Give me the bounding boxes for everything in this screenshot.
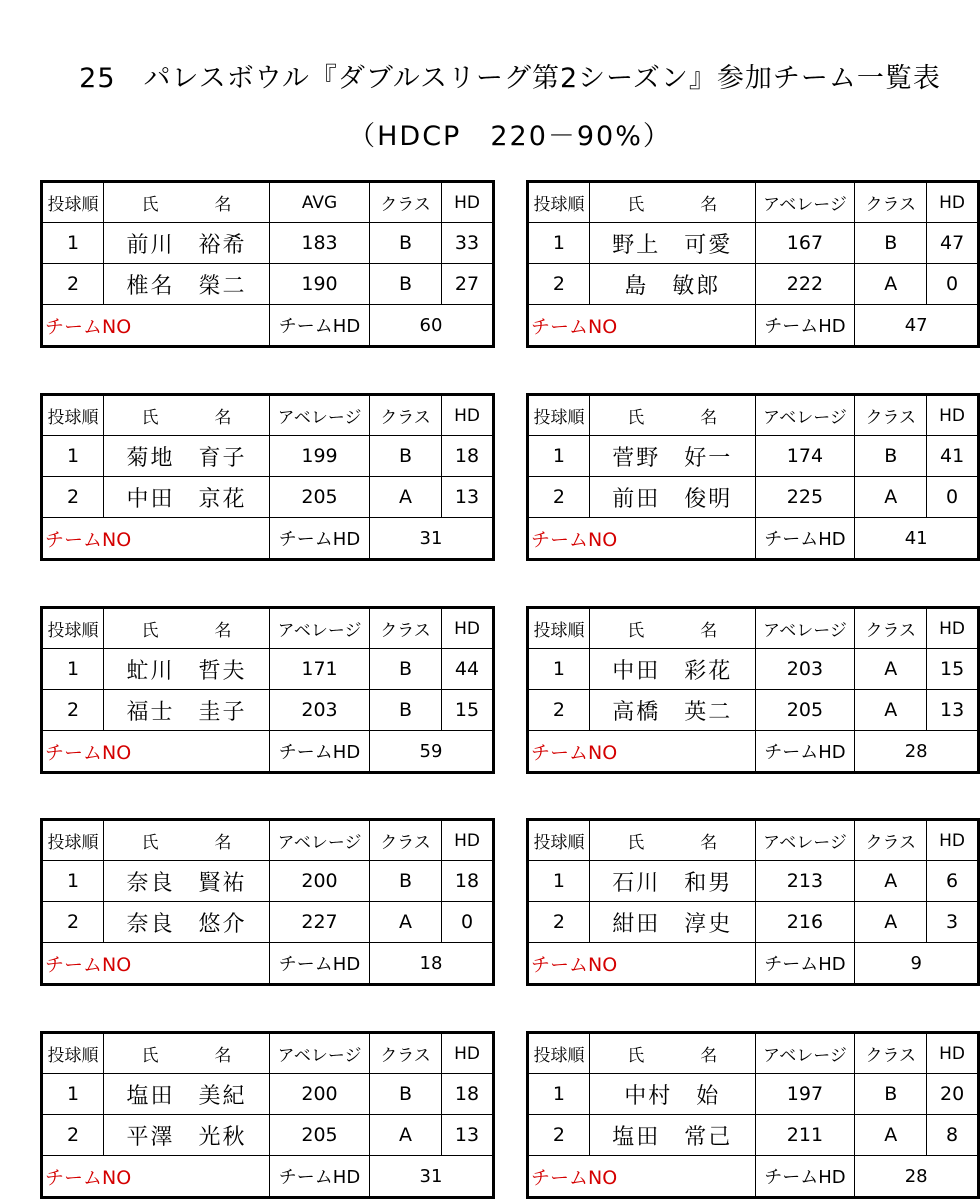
player-hd: 18 xyxy=(442,436,494,477)
player-row xyxy=(42,264,494,305)
name-header-family: 氏 xyxy=(141,408,159,428)
team-hd-label: チームHD xyxy=(270,1156,370,1198)
player-hd: 41 xyxy=(927,436,979,477)
player-hd: 33 xyxy=(442,223,494,264)
avg-header: アベレージ xyxy=(755,820,855,861)
player-name: 福士 圭子 xyxy=(104,690,270,731)
player-average: 222 xyxy=(755,264,855,305)
player-class: A xyxy=(370,1115,442,1156)
name-header xyxy=(589,820,755,861)
order-header: 投球順 xyxy=(42,608,104,649)
player-row xyxy=(528,436,979,477)
name-header xyxy=(589,395,755,436)
header-row xyxy=(42,395,494,436)
player-hd: 13 xyxy=(927,690,979,731)
player-row xyxy=(528,1115,979,1156)
player-hd: 0 xyxy=(927,264,979,305)
order-header: 投球順 xyxy=(528,395,590,436)
class-header: クラス xyxy=(370,1033,442,1074)
player-hd: 13 xyxy=(442,1115,494,1156)
player-row xyxy=(42,436,494,477)
name-header-given: 名 xyxy=(214,195,232,215)
player-row xyxy=(42,690,494,731)
team-hd-value: 28 xyxy=(855,1156,979,1198)
hd-header: HD xyxy=(927,395,979,436)
player-class: B xyxy=(370,223,442,264)
team-no-label: チームNO xyxy=(42,1156,270,1198)
name-header-family: 氏 xyxy=(627,408,645,428)
player-row xyxy=(528,477,979,518)
header-row xyxy=(528,1033,979,1074)
order-header: 投球順 xyxy=(528,1033,590,1074)
player-average: 227 xyxy=(270,902,370,943)
player-hd: 3 xyxy=(927,902,979,943)
name-header-family: 氏 xyxy=(141,1046,159,1066)
player-order: 1 xyxy=(528,861,590,902)
player-order: 2 xyxy=(42,264,104,305)
name-header xyxy=(104,395,270,436)
page-title: 25 パレスボウル『ダブルスリーグ第2シーズン』参加チーム一覧表 xyxy=(79,63,941,94)
name-header xyxy=(104,820,270,861)
player-class: A xyxy=(370,477,442,518)
name-header xyxy=(589,1033,755,1074)
player-class: A xyxy=(855,477,927,518)
player-class: B xyxy=(855,223,927,264)
player-hd: 0 xyxy=(442,902,494,943)
name-header-given: 名 xyxy=(700,621,718,641)
hd-header: HD xyxy=(442,608,494,649)
team-hd-label: チームHD xyxy=(270,305,370,347)
name-header-given: 名 xyxy=(214,1046,232,1066)
team-hd-label: チームHD xyxy=(270,731,370,773)
player-order: 2 xyxy=(42,902,104,943)
name-header xyxy=(589,182,755,223)
player-row xyxy=(42,861,494,902)
order-header: 投球順 xyxy=(528,608,590,649)
player-row xyxy=(528,861,979,902)
player-row xyxy=(42,223,494,264)
player-name: 塩田 常己 xyxy=(589,1115,755,1156)
player-row xyxy=(42,902,494,943)
player-average: 190 xyxy=(270,264,370,305)
team-no-label: チームNO xyxy=(42,305,270,347)
team-footer-row xyxy=(42,943,494,985)
player-row xyxy=(528,223,979,264)
player-class: A xyxy=(855,861,927,902)
player-order: 2 xyxy=(528,690,590,731)
player-name: 野上 可愛 xyxy=(589,223,755,264)
avg-header: アベレージ xyxy=(270,395,370,436)
player-order: 1 xyxy=(42,861,104,902)
team-table xyxy=(40,1031,495,1199)
name-header-given: 名 xyxy=(700,195,718,215)
avg-header: アベレージ xyxy=(270,608,370,649)
player-name: 菅野 好一 xyxy=(589,436,755,477)
name-header-family: 氏 xyxy=(141,833,159,853)
class-header: クラス xyxy=(855,1033,927,1074)
team-hd-value: 41 xyxy=(855,518,979,560)
player-hd: 6 xyxy=(927,861,979,902)
team-hd-value: 60 xyxy=(370,305,494,347)
player-class: A xyxy=(855,902,927,943)
player-class: A xyxy=(855,1115,927,1156)
name-header-given: 名 xyxy=(214,833,232,853)
player-average: 171 xyxy=(270,649,370,690)
team-no-label: チームNO xyxy=(528,731,756,773)
player-name: 石川 和男 xyxy=(589,861,755,902)
team-table xyxy=(40,818,495,986)
player-name: 椎名 榮二 xyxy=(104,264,270,305)
header-row xyxy=(42,820,494,861)
player-order: 1 xyxy=(42,1074,104,1115)
player-name: 奈良 賢祐 xyxy=(104,861,270,902)
player-order: 2 xyxy=(42,690,104,731)
player-order: 2 xyxy=(528,902,590,943)
team-hd-label: チームHD xyxy=(755,731,855,773)
team-no-label: チームNO xyxy=(528,943,756,985)
player-class: B xyxy=(370,264,442,305)
header-row xyxy=(42,182,494,223)
player-average: 200 xyxy=(270,1074,370,1115)
hd-header: HD xyxy=(927,1033,979,1074)
team-hd-label: チームHD xyxy=(755,518,855,560)
player-order: 2 xyxy=(528,264,590,305)
team-table xyxy=(526,180,980,348)
player-average: 205 xyxy=(270,1115,370,1156)
team-table xyxy=(526,818,980,986)
avg-header: アベレージ xyxy=(755,608,855,649)
team-hd-label: チームHD xyxy=(270,518,370,560)
name-header xyxy=(104,182,270,223)
order-header: 投球順 xyxy=(528,182,590,223)
player-class: A xyxy=(370,902,442,943)
player-class: A xyxy=(855,264,927,305)
header-row xyxy=(528,395,979,436)
player-name: 紺田 淳史 xyxy=(589,902,755,943)
name-header-given: 名 xyxy=(700,408,718,428)
team-footer-row xyxy=(42,1156,494,1198)
team-table xyxy=(40,606,495,774)
player-class: B xyxy=(855,436,927,477)
header-row xyxy=(528,182,979,223)
hd-header: HD xyxy=(442,182,494,223)
class-header: クラス xyxy=(855,182,927,223)
hd-header: HD xyxy=(927,820,979,861)
player-average: 216 xyxy=(755,902,855,943)
team-table xyxy=(526,1031,980,1199)
player-name: 菊地 育子 xyxy=(104,436,270,477)
player-order: 2 xyxy=(528,477,590,518)
order-header: 投球順 xyxy=(42,182,104,223)
team-no-label: チームNO xyxy=(528,518,756,560)
team-hd-label: チームHD xyxy=(755,1156,855,1198)
player-name: 中田 京花 xyxy=(104,477,270,518)
class-header: クラス xyxy=(370,182,442,223)
player-average: 225 xyxy=(755,477,855,518)
player-average: 203 xyxy=(270,690,370,731)
player-name: 島 敏郎 xyxy=(589,264,755,305)
team-footer-row xyxy=(528,305,979,347)
name-header-given: 名 xyxy=(700,833,718,853)
name-header-given: 名 xyxy=(214,621,232,641)
player-hd: 18 xyxy=(442,861,494,902)
header-row xyxy=(528,608,979,649)
player-order: 1 xyxy=(42,436,104,477)
player-name: 前川 裕希 xyxy=(104,223,270,264)
player-order: 1 xyxy=(528,649,590,690)
class-header: クラス xyxy=(370,395,442,436)
player-hd: 20 xyxy=(927,1074,979,1115)
player-name: 虻川 哲夫 xyxy=(104,649,270,690)
team-footer-row xyxy=(528,943,979,985)
name-header-family: 氏 xyxy=(627,621,645,641)
class-header: クラス xyxy=(855,608,927,649)
avg-header: アベレージ xyxy=(755,182,855,223)
name-header-given: 名 xyxy=(214,408,232,428)
class-header: クラス xyxy=(855,395,927,436)
team-footer-row xyxy=(42,731,494,773)
player-average: 199 xyxy=(270,436,370,477)
name-header-given: 名 xyxy=(700,1046,718,1066)
player-hd: 8 xyxy=(927,1115,979,1156)
order-header: 投球順 xyxy=(42,1033,104,1074)
player-hd: 13 xyxy=(442,477,494,518)
team-hd-value: 47 xyxy=(855,305,979,347)
team-hd-value: 9 xyxy=(855,943,979,985)
team-hd-value: 18 xyxy=(370,943,494,985)
avg-header: アベレージ xyxy=(755,395,855,436)
player-name: 前田 俊明 xyxy=(589,477,755,518)
class-header: クラス xyxy=(370,820,442,861)
player-hd: 27 xyxy=(442,264,494,305)
team-footer-row xyxy=(528,731,979,773)
player-average: 200 xyxy=(270,861,370,902)
team-table xyxy=(40,393,495,561)
player-row xyxy=(42,1074,494,1115)
player-average: 174 xyxy=(755,436,855,477)
team-hd-value: 31 xyxy=(370,1156,494,1198)
order-header: 投球順 xyxy=(42,395,104,436)
player-order: 1 xyxy=(528,223,590,264)
player-hd: 15 xyxy=(927,649,979,690)
team-table xyxy=(40,180,495,348)
player-order: 1 xyxy=(528,436,590,477)
hd-header: HD xyxy=(927,608,979,649)
name-header xyxy=(589,608,755,649)
team-hd-value: 59 xyxy=(370,731,494,773)
team-footer-row xyxy=(528,518,979,560)
class-header: クラス xyxy=(855,820,927,861)
hd-header: HD xyxy=(442,395,494,436)
player-average: 197 xyxy=(755,1074,855,1115)
team-no-label: チームNO xyxy=(42,518,270,560)
player-row xyxy=(42,477,494,518)
player-class: B xyxy=(370,861,442,902)
order-header: 投球順 xyxy=(528,820,590,861)
player-order: 2 xyxy=(42,477,104,518)
player-class: B xyxy=(370,649,442,690)
team-footer-row xyxy=(42,518,494,560)
player-average: 205 xyxy=(270,477,370,518)
avg-header: アベレージ xyxy=(270,1033,370,1074)
name-header-family: 氏 xyxy=(627,1046,645,1066)
player-order: 1 xyxy=(42,649,104,690)
player-name: 平澤 光秋 xyxy=(104,1115,270,1156)
order-header: 投球順 xyxy=(42,820,104,861)
player-hd: 0 xyxy=(927,477,979,518)
team-no-label: チームNO xyxy=(528,305,756,347)
player-name: 塩田 美紀 xyxy=(104,1074,270,1115)
player-row xyxy=(42,649,494,690)
player-order: 1 xyxy=(42,223,104,264)
team-hd-value: 31 xyxy=(370,518,494,560)
team-hd-label: チームHD xyxy=(755,305,855,347)
team-table xyxy=(526,393,980,561)
player-name: 高橋 英二 xyxy=(589,690,755,731)
player-average: 183 xyxy=(270,223,370,264)
name-header-family: 氏 xyxy=(141,621,159,641)
page-subtitle: （HDCP 220－90%） xyxy=(348,121,672,152)
player-hd: 44 xyxy=(442,649,494,690)
avg-header: アベレージ xyxy=(270,820,370,861)
team-footer-row xyxy=(42,305,494,347)
player-row xyxy=(528,1074,979,1115)
player-class: A xyxy=(855,690,927,731)
team-footer-row xyxy=(528,1156,979,1198)
player-row xyxy=(528,902,979,943)
avg-header: アベレージ xyxy=(755,1033,855,1074)
player-order: 1 xyxy=(528,1074,590,1115)
player-row xyxy=(528,690,979,731)
header-row xyxy=(42,1033,494,1074)
player-class: B xyxy=(370,436,442,477)
player-average: 167 xyxy=(755,223,855,264)
name-header xyxy=(104,608,270,649)
team-table xyxy=(526,606,980,774)
player-order: 2 xyxy=(528,1115,590,1156)
player-average: 205 xyxy=(755,690,855,731)
player-class: B xyxy=(370,1074,442,1115)
player-row xyxy=(42,1115,494,1156)
player-row xyxy=(528,264,979,305)
player-class: B xyxy=(370,690,442,731)
team-no-label: チームNO xyxy=(42,943,270,985)
name-header-family: 氏 xyxy=(627,195,645,215)
name-header-family: 氏 xyxy=(627,833,645,853)
player-average: 203 xyxy=(755,649,855,690)
player-average: 211 xyxy=(755,1115,855,1156)
header-row xyxy=(528,820,979,861)
player-name: 中田 彩花 xyxy=(589,649,755,690)
player-name: 奈良 悠介 xyxy=(104,902,270,943)
hd-header: HD xyxy=(442,1033,494,1074)
player-class: B xyxy=(855,1074,927,1115)
player-hd: 47 xyxy=(927,223,979,264)
player-row xyxy=(528,649,979,690)
team-hd-value: 28 xyxy=(855,731,979,773)
hd-header: HD xyxy=(442,820,494,861)
player-average: 213 xyxy=(755,861,855,902)
class-header: クラス xyxy=(370,608,442,649)
name-header-family: 氏 xyxy=(141,195,159,215)
team-hd-label: チームHD xyxy=(270,943,370,985)
player-class: A xyxy=(855,649,927,690)
name-header xyxy=(104,1033,270,1074)
header-row xyxy=(42,608,494,649)
team-no-label: チームNO xyxy=(42,731,270,773)
team-hd-label: チームHD xyxy=(755,943,855,985)
player-hd: 15 xyxy=(442,690,494,731)
hd-header: HD xyxy=(927,182,979,223)
player-order: 2 xyxy=(42,1115,104,1156)
player-name: 中村 始 xyxy=(589,1074,755,1115)
avg-header: AVG xyxy=(270,182,370,223)
team-no-label: チームNO xyxy=(528,1156,756,1198)
player-hd: 18 xyxy=(442,1074,494,1115)
